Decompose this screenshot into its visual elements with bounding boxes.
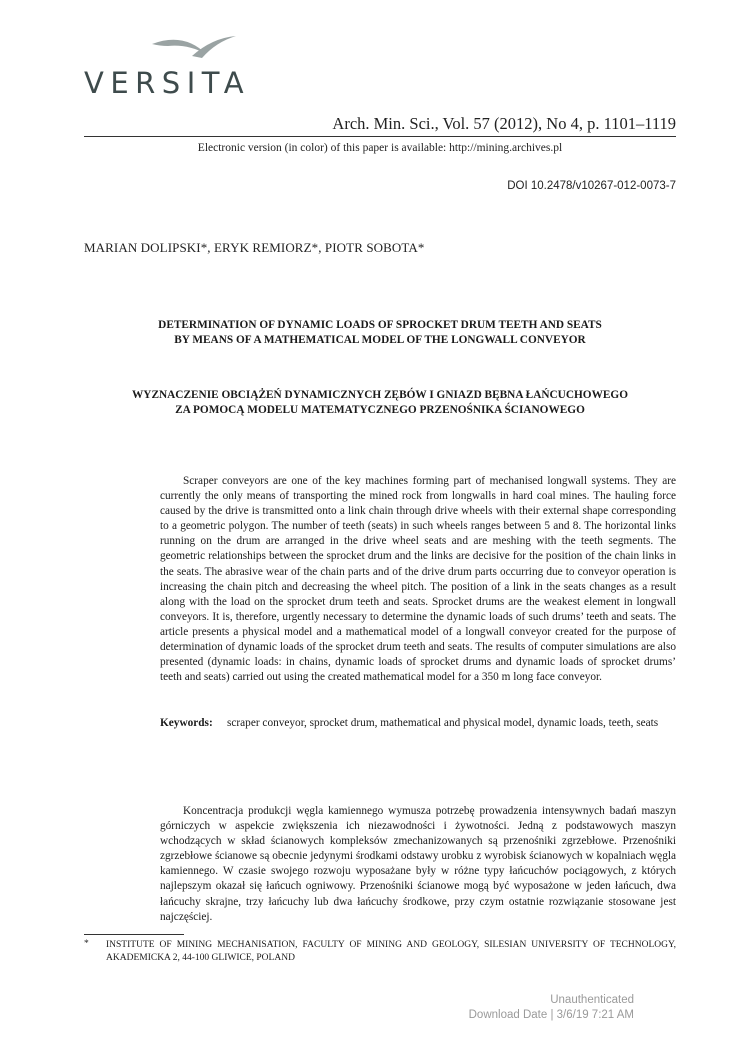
watermark-line-1: Unauthenticated <box>550 994 634 1006</box>
versita-logo <box>84 34 251 100</box>
download-watermark <box>380 993 634 1023</box>
footnote-rule <box>84 934 184 935</box>
abstract: Scraper conveyors are one of the key machines forming part of mechanised longwall systems. They are currently the only means of transporting the mined rock from longwalls in hard coal mines. The hauling force caused by the drive is transmitted onto a link chain through drive wheels with their external shape corresponding to a geometric polygon. The number of teeth (seats) in such wheels ranges between 5 and 8. The horizontal links running on the drum are arranged in the drive wheel seats and are meshing with the teeth segments. The geometric relationships between the sprocket drum and the links are decisive for the position of the chain links in the seats. The abrasive wear of the chain parts and of the drive drum parts occurring due to conveyor operation is increasing the chain pitch and decreasing the wheel pitch. The position of a link in the seats changes as a result along with the load on the sprocket drum teeth and seats. Sprocket drums are the weakest element in longwall conveyors. It is, therefore, urgently necessary to determine the dynamic loads of such drums’ teeth and seats. The article presents a physical model and a mathematical model of a longwall conveyor created for the purpose of determination of dynamic loads of the sprocket drum teeth and seats. The results of computer simulations are also presented (dynamic loads: in chains, dynamic loads of sprocket drums and dynamic loads of sprocket drums’ teeth and seats) carried out using the created mathematical model for a 350 m long face conveyor. <box>160 475 676 684</box>
title-polish-line-2: ZA POMOCĄ MODELU MATEMATYCZNEGO PRZENOŚNIKA ŚCIANOWEGO <box>175 404 585 416</box>
logo-wordmark: VERSITA <box>84 66 251 100</box>
header-rule <box>84 136 676 137</box>
doi: DOI 10.2478/v10267-012-0073-7 <box>507 180 676 192</box>
keywords-text: scraper conveyor, sprocket drum, mathematical and physical model, dynamic loads, teeth, seats <box>227 717 659 729</box>
title-polish-line-1: WYZNACZENIE OBCIĄŻEŃ DYNAMICZNYCH ZĘBÓW I GNIAZD BĘBNA ŁAŃCUCHOWEGO <box>132 389 628 401</box>
journal-citation: Arch. Min. Sci., Vol. 57 (2012), No 4, p. 1101–1119 <box>332 114 676 133</box>
watermark-line-2: Download Date | 3/6/19 7:21 AM <box>468 1009 634 1021</box>
electronic-version-note: Electronic version (in color) of this paper is available: http://mining.archives.pl <box>197 142 563 154</box>
bird-wing-icon <box>84 34 244 68</box>
body-paragraph-polish: Koncentracja produkcji węgla kamiennego wymusza potrzebę prowadzenia intensywnych badań maszyn górniczych w aspekcie zwiększenia ich niezawodności i żywotności. Jedną z podstawowych maszyn wchodzących w skład ścianowych kompleksów zmechanizowanych są przenośniki zgrzebłowe. Przenośniki zgrzebłowe ścianowe są obecnie jedynymi środkami odstawy urobku z wyrobisk ścianowych w kopalniach węgla kamiennego. W czasie swojego rozwoju wyposażane były w różne typy łańcuchów pociągowych, z których najlepszym okazał się łańcuch ogniwowy. Przenośniki ścianowe mogą być wyposażone w jeden łańcuch, dwa łańcuchy skrajne, trzy łańcuchy lub dwa łańcuchy środkowe, przy czym ostatnie rozwiązanie stosowane jest najczęściej. <box>160 805 676 923</box>
title-english-line-2: BY MEANS OF A MATHEMATICAL MODEL OF THE LONGWALL CONVEYOR <box>174 334 586 346</box>
title-polish <box>84 388 676 418</box>
author-list: MARIAN DOLIPSKI*, ERYK REMIORZ*, PIOTR SOBOTA* <box>84 240 425 255</box>
footnote-affiliation: INSTITUTE OF MINING MECHANISATION, FACULTY OF MINING AND GEOLOGY, SILESIAN UNIVERSITY OF TECHNOLOGY, AKADEMICKA 2, 44-100 GLIWICE, POLAND <box>106 940 676 963</box>
title-english <box>84 318 676 348</box>
title-english-line-1: DETERMINATION OF DYNAMIC LOADS OF SPROCKET DRUM TEETH AND SEATS <box>158 319 602 331</box>
footnote-marker: * <box>84 939 89 949</box>
keywords-label: Keywords: <box>160 717 213 729</box>
